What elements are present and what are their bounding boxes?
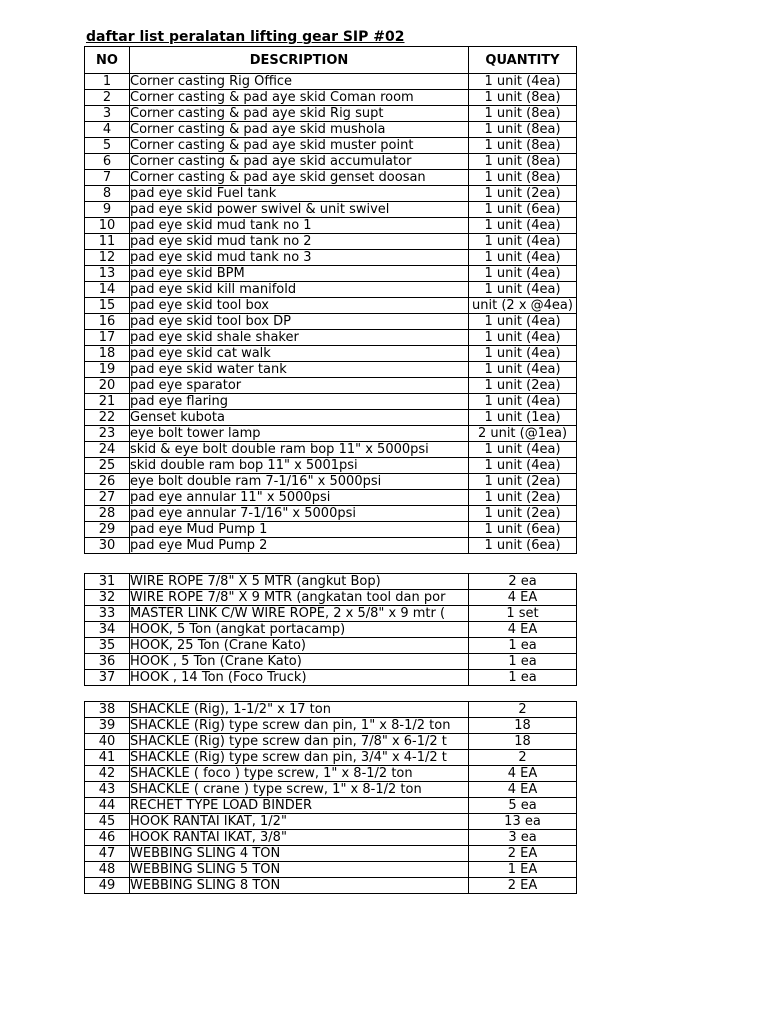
table-header-row <box>85 47 577 74</box>
table-row <box>85 458 577 474</box>
table-row <box>85 282 577 298</box>
cell-description: SHACKLE ( foco ) type screw, 1" x 8-1/2 ton <box>130 766 469 782</box>
cell-no: 14 <box>85 282 130 298</box>
cell-no: 1 <box>85 74 130 90</box>
cell-quantity: 3 ea <box>469 830 577 846</box>
cell-quantity: 1 ea <box>469 638 577 654</box>
table-row <box>85 814 577 830</box>
cell-description: pad eye skid water tank <box>130 362 469 378</box>
table-row <box>85 266 577 282</box>
cell-description: HOOK , 14 Ton (Foco Truck) <box>130 670 469 686</box>
cell-quantity: 1 unit (4ea) <box>469 330 577 346</box>
cell-quantity: 1 ea <box>469 654 577 670</box>
table-row <box>85 734 577 750</box>
table-row <box>85 506 577 522</box>
cell-quantity: 18 <box>469 718 577 734</box>
cell-no: 25 <box>85 458 130 474</box>
cell-no: 7 <box>85 170 130 186</box>
cell-no: 43 <box>85 782 130 798</box>
cell-description: Corner casting & pad aye skid mushola <box>130 122 469 138</box>
table-row <box>85 218 577 234</box>
table-row <box>85 186 577 202</box>
cell-description: pad eye annular 7-1/16" x 5000psi <box>130 506 469 522</box>
cell-quantity: 1 unit (4ea) <box>469 346 577 362</box>
cell-quantity: 1 unit (8ea) <box>469 90 577 106</box>
cell-quantity: 2 unit (@1ea) <box>469 426 577 442</box>
cell-description: HOOK, 25 Ton (Crane Kato) <box>130 638 469 654</box>
cell-quantity: 1 unit (4ea) <box>469 314 577 330</box>
table-row <box>85 474 577 490</box>
cell-no: 21 <box>85 394 130 410</box>
table-row <box>85 622 577 638</box>
cell-no: 26 <box>85 474 130 490</box>
lifting-gear-table-section-3 <box>84 701 577 894</box>
cell-description: WEBBING SLING 5 TON <box>130 862 469 878</box>
table-row <box>85 314 577 330</box>
cell-description: pad eye skid tool box <box>130 298 469 314</box>
cell-description: Corner casting & pad aye skid Rig supt <box>130 106 469 122</box>
table-row <box>85 394 577 410</box>
cell-quantity: 1 EA <box>469 862 577 878</box>
table-row <box>85 234 577 250</box>
cell-no: 11 <box>85 234 130 250</box>
cell-quantity: 1 unit (4ea) <box>469 234 577 250</box>
cell-no: 3 <box>85 106 130 122</box>
cell-quantity: 2 EA <box>469 846 577 862</box>
cell-no: 5 <box>85 138 130 154</box>
cell-description: WEBBING SLING 8 TON <box>130 878 469 894</box>
cell-no: 6 <box>85 154 130 170</box>
cell-no: 28 <box>85 506 130 522</box>
cell-quantity: 2 <box>469 702 577 718</box>
cell-no: 4 <box>85 122 130 138</box>
cell-quantity: 13 ea <box>469 814 577 830</box>
cell-no: 20 <box>85 378 130 394</box>
cell-description: pad eye skid Fuel tank <box>130 186 469 202</box>
cell-quantity: 1 unit (6ea) <box>469 522 577 538</box>
cell-quantity: 1 unit (4ea) <box>469 74 577 90</box>
cell-quantity: 4 EA <box>469 782 577 798</box>
cell-no: 46 <box>85 830 130 846</box>
cell-description: pad eye skid power swivel & unit swivel <box>130 202 469 218</box>
cell-description: Corner casting & pad aye skid muster point <box>130 138 469 154</box>
cell-description: SHACKLE ( crane ) type screw, 1" x 8-1/2 ton <box>130 782 469 798</box>
cell-no: 13 <box>85 266 130 282</box>
table-row <box>85 250 577 266</box>
table-row <box>85 782 577 798</box>
table-row <box>85 862 577 878</box>
cell-no: 37 <box>85 670 130 686</box>
cell-no: 17 <box>85 330 130 346</box>
cell-no: 18 <box>85 346 130 362</box>
table-row <box>85 490 577 506</box>
cell-description: pad eye skid BPM <box>130 266 469 282</box>
cell-description: pad eye skid cat walk <box>130 346 469 362</box>
table-row <box>85 670 577 686</box>
cell-quantity: 1 unit (8ea) <box>469 122 577 138</box>
table-row <box>85 426 577 442</box>
cell-description: SHACKLE (Rig) type screw dan pin, 7/8" x 6-1/2 t <box>130 734 469 750</box>
cell-description: pad eye sparator <box>130 378 469 394</box>
cell-quantity: 1 unit (2ea) <box>469 474 577 490</box>
cell-quantity: 1 unit (1ea) <box>469 410 577 426</box>
table-row <box>85 846 577 862</box>
cell-no: 40 <box>85 734 130 750</box>
cell-quantity: 1 set <box>469 606 577 622</box>
table-row <box>85 106 577 122</box>
cell-no: 8 <box>85 186 130 202</box>
cell-description: WIRE ROPE 7/8" X 5 MTR (angkut Bop) <box>130 574 469 590</box>
cell-quantity: 18 <box>469 734 577 750</box>
cell-quantity: 1 unit (4ea) <box>469 458 577 474</box>
cell-quantity: 1 unit (4ea) <box>469 250 577 266</box>
cell-description: pad eye skid shale shaker <box>130 330 469 346</box>
table-row <box>85 202 577 218</box>
cell-description: SHACKLE (Rig) type screw dan pin, 3/4" x 4-1/2 t <box>130 750 469 766</box>
cell-description: pad eye annular 11" x 5000psi <box>130 490 469 506</box>
cell-quantity: 1 unit (4ea) <box>469 362 577 378</box>
cell-description: pad eye skid kill manifold <box>130 282 469 298</box>
cell-quantity: 1 unit (8ea) <box>469 138 577 154</box>
table-row <box>85 574 577 590</box>
cell-quantity: 1 unit (4ea) <box>469 282 577 298</box>
cell-no: 39 <box>85 718 130 734</box>
header-description: DESCRIPTION <box>130 47 469 74</box>
table-row <box>85 798 577 814</box>
table-row <box>85 330 577 346</box>
cell-no: 31 <box>85 574 130 590</box>
cell-quantity: unit (2 x @4ea) <box>469 298 577 314</box>
table-row <box>85 154 577 170</box>
cell-no: 36 <box>85 654 130 670</box>
cell-no: 44 <box>85 798 130 814</box>
cell-no: 23 <box>85 426 130 442</box>
cell-quantity: 1 unit (8ea) <box>469 154 577 170</box>
page-title: daftar list peralatan lifting gear SIP #02 <box>86 29 405 45</box>
cell-quantity: 1 unit (4ea) <box>469 442 577 458</box>
table-row <box>85 638 577 654</box>
cell-no: 16 <box>85 314 130 330</box>
cell-description: Corner casting & pad aye skid accumulator <box>130 154 469 170</box>
table-row <box>85 878 577 894</box>
cell-no: 12 <box>85 250 130 266</box>
cell-quantity: 1 unit (4ea) <box>469 394 577 410</box>
table-row <box>85 122 577 138</box>
cell-description: pad eye skid tool box DP <box>130 314 469 330</box>
cell-no: 24 <box>85 442 130 458</box>
cell-description: pad eye skid mud tank no 2 <box>130 234 469 250</box>
cell-description: Corner casting & pad aye skid Coman room <box>130 90 469 106</box>
cell-quantity: 1 ea <box>469 670 577 686</box>
cell-quantity: 2 <box>469 750 577 766</box>
cell-description: pad eye skid mud tank no 3 <box>130 250 469 266</box>
cell-no: 48 <box>85 862 130 878</box>
cell-quantity: 1 unit (2ea) <box>469 186 577 202</box>
table-row <box>85 766 577 782</box>
cell-no: 35 <box>85 638 130 654</box>
table-row <box>85 90 577 106</box>
table-row <box>85 606 577 622</box>
cell-quantity: 4 EA <box>469 590 577 606</box>
cell-description: eye bolt tower lamp <box>130 426 469 442</box>
cell-no: 32 <box>85 590 130 606</box>
cell-description: WIRE ROPE 7/8" X 9 MTR (angkatan tool dan por <box>130 590 469 606</box>
table-row <box>85 590 577 606</box>
cell-no: 9 <box>85 202 130 218</box>
cell-quantity: 1 unit (2ea) <box>469 378 577 394</box>
cell-quantity: 1 unit (8ea) <box>469 170 577 186</box>
cell-quantity: 1 unit (6ea) <box>469 538 577 554</box>
cell-description: HOOK RANTAI IKAT, 3/8" <box>130 830 469 846</box>
cell-quantity: 1 unit (6ea) <box>469 202 577 218</box>
table-row <box>85 538 577 554</box>
table-row <box>85 718 577 734</box>
cell-no: 47 <box>85 846 130 862</box>
table-row <box>85 74 577 90</box>
cell-no: 45 <box>85 814 130 830</box>
cell-no: 15 <box>85 298 130 314</box>
header-quantity: QUANTITY <box>469 47 577 74</box>
table-row <box>85 702 577 718</box>
cell-description: HOOK , 5 Ton (Crane Kato) <box>130 654 469 670</box>
cell-no: 41 <box>85 750 130 766</box>
lifting-gear-table-section-1 <box>84 46 577 554</box>
table-row <box>85 362 577 378</box>
cell-no: 34 <box>85 622 130 638</box>
cell-description: pad eye Mud Pump 1 <box>130 522 469 538</box>
cell-description: SHACKLE (Rig) type screw dan pin, 1" x 8-1/2 ton <box>130 718 469 734</box>
header-no: NO <box>85 47 130 74</box>
table-row <box>85 654 577 670</box>
table-row <box>85 750 577 766</box>
cell-quantity: 1 unit (4ea) <box>469 266 577 282</box>
table-row <box>85 442 577 458</box>
cell-description: skid double ram bop 11" x 5001psi <box>130 458 469 474</box>
table-row <box>85 138 577 154</box>
cell-no: 19 <box>85 362 130 378</box>
cell-description: eye bolt double ram 7-1/16" x 5000psi <box>130 474 469 490</box>
table-row <box>85 346 577 362</box>
cell-description: pad eye Mud Pump 2 <box>130 538 469 554</box>
cell-no: 22 <box>85 410 130 426</box>
cell-description: Corner casting Rig Office <box>130 74 469 90</box>
table-row <box>85 170 577 186</box>
cell-no: 38 <box>85 702 130 718</box>
cell-description: Genset kubota <box>130 410 469 426</box>
cell-description: skid & eye bolt double ram bop 11" x 5000psi <box>130 442 469 458</box>
cell-no: 49 <box>85 878 130 894</box>
lifting-gear-table-section-2 <box>84 573 577 686</box>
cell-no: 2 <box>85 90 130 106</box>
cell-description: SHACKLE (Rig), 1-1/2" x 17 ton <box>130 702 469 718</box>
cell-quantity: 1 unit (2ea) <box>469 506 577 522</box>
cell-description: RECHET TYPE LOAD BINDER <box>130 798 469 814</box>
cell-quantity: 4 EA <box>469 766 577 782</box>
cell-quantity: 1 unit (2ea) <box>469 490 577 506</box>
cell-no: 27 <box>85 490 130 506</box>
cell-description: HOOK, 5 Ton (angkat portacamp) <box>130 622 469 638</box>
table-row <box>85 522 577 538</box>
cell-description: pad eye flaring <box>130 394 469 410</box>
cell-quantity: 2 ea <box>469 574 577 590</box>
table-row <box>85 830 577 846</box>
cell-no: 33 <box>85 606 130 622</box>
cell-quantity: 1 unit (8ea) <box>469 106 577 122</box>
cell-no: 10 <box>85 218 130 234</box>
table-row <box>85 378 577 394</box>
table-row <box>85 410 577 426</box>
cell-quantity: 1 unit (4ea) <box>469 218 577 234</box>
cell-description: WEBBING SLING 4 TON <box>130 846 469 862</box>
cell-quantity: 4 EA <box>469 622 577 638</box>
cell-description: MASTER LINK C/W WIRE ROPE, 2 x 5/8" x 9 mtr ( <box>130 606 469 622</box>
table-row <box>85 298 577 314</box>
cell-description: HOOK RANTAI IKAT, 1/2" <box>130 814 469 830</box>
cell-no: 30 <box>85 538 130 554</box>
cell-quantity: 5 ea <box>469 798 577 814</box>
cell-quantity: 2 EA <box>469 878 577 894</box>
cell-no: 29 <box>85 522 130 538</box>
cell-no: 42 <box>85 766 130 782</box>
cell-description: Corner casting & pad aye skid genset doosan <box>130 170 469 186</box>
cell-description: pad eye skid mud tank no 1 <box>130 218 469 234</box>
